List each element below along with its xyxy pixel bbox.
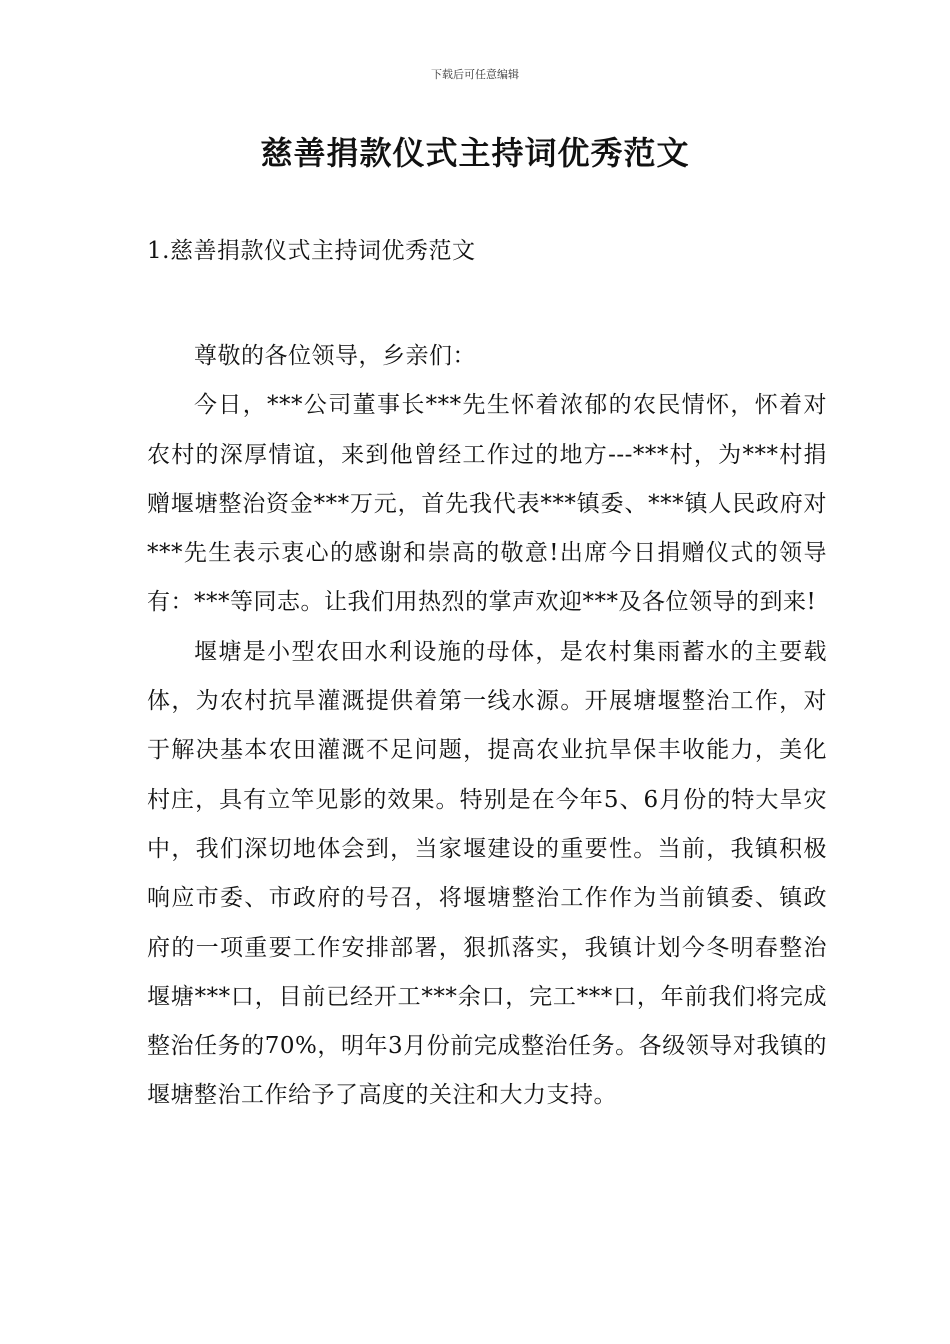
- paragraph-salutation: 尊敬的各位领导，乡亲们：: [194, 343, 476, 369]
- document-body: [147, 332, 827, 1121]
- document-title: 慈善捐款仪式主持词优秀范文: [260, 134, 690, 172]
- paragraph-opening: 今日，***公司董事长***先生怀着浓郁的农民情怀，怀着对农村的深厚情谊，来到他曾经工作过的地方---***村，为***村捐赠堰塘整治资金***万元，首先我代表***镇委、***镇人民政府对***先生表示衷心的感谢和崇高的敬意!出席今日捐赠仪式的领导有：***等同志。让我们用热烈的掌声欢迎***及各位领导的到来!: [147, 392, 827, 616]
- header-note: 下载后可任意编辑: [431, 68, 519, 81]
- section-heading: 1.慈善捐款仪式主持词优秀范文: [147, 238, 476, 264]
- paragraph-pond-project: 堰塘是小型农田水利设施的母体，是农村集雨蓄水的主要载体，为农村抗旱灌溉提供着第一线水源。开展塘堰整治工作，对于解决基本农田灌溉不足问题，提高农业抗旱保丰收能力，美化村庄，具有立竿见影的效果。特别是在今年5、6月份的特大旱灾中，我们深切地体会到，当家堰建设的重要性。当前，我镇积极响应市委、市政府的号召，将堰塘整治工作作为当前镇委、镇政府的一项重要工作安排部署，狠抓落实，我镇计划今冬明春整治堰塘***口，目前已经开工***余口，完工***口，年前我们将完成整治任务的70%，明年3月份前完成整治任务。各级领导对我镇的堰塘整治工作给予了高度的关注和大力支持。: [147, 638, 827, 1109]
